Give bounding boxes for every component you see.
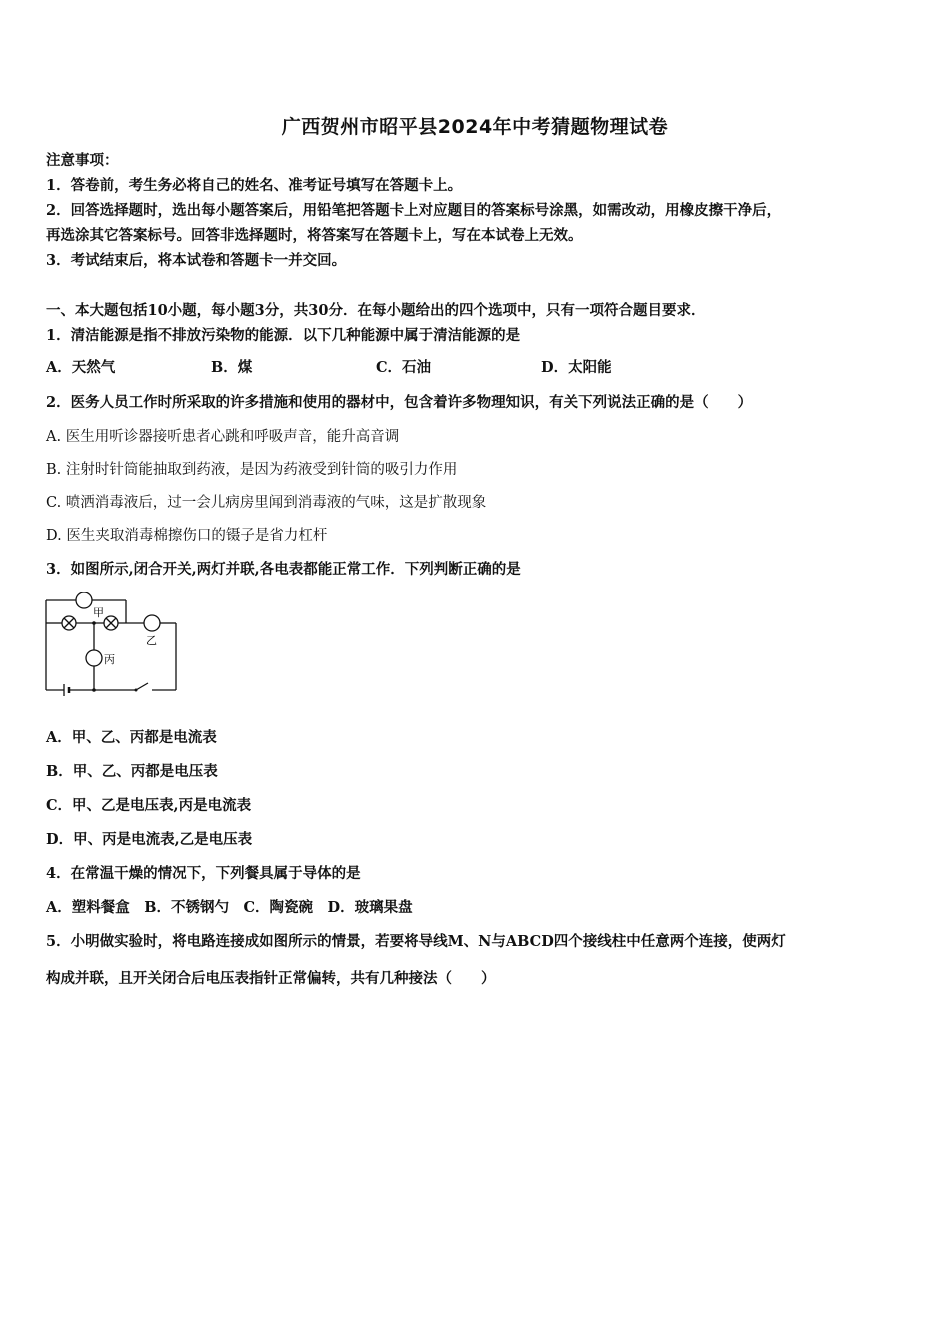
notice-item: 2．回答选择题时，选出每小题答案后，用铅笔把答题卡上对应题目的答案标号涂黑，如需改动，用橡皮擦干净后， <box>46 202 782 219</box>
question-4-stem: 4．在常温干燥的情况下，下列餐具属于导体的是 <box>46 865 361 882</box>
option-b: B．煤 <box>211 359 253 376</box>
lamp-icon <box>104 616 118 630</box>
notice-item: 再选涂其它答案标号。回答非选择题时，将答案写在答题卡上，写在本试卷上无效。 <box>46 227 583 244</box>
option-c: C．石油 <box>376 359 432 376</box>
question-2-option-a: A. 医生用听诊器接听患者心跳和呼吸声音，能升高音调 <box>46 429 400 445</box>
circuit-diagram <box>40 592 190 702</box>
question-3-option-c: C．甲、乙是电压表,丙是电流表 <box>46 797 252 814</box>
question-2-stem: 2．医务人员工作时所采取的许多措施和使用的器材中，包含着许多物理知识，有关下列说法正确的是（ ） <box>46 394 753 411</box>
question-3-option-a: A．甲、乙、丙都是电流表 <box>46 729 217 746</box>
question-1-stem: 1．清洁能源是指不排放污染物的能源．以下几种能源中属于清洁能源的是 <box>46 327 521 344</box>
question-2-option-b: B. 注射时针筒能抽取到药液，是因为药液受到针筒的吸引力作用 <box>46 462 458 478</box>
switch-icon <box>135 689 138 692</box>
question-2-option-c: C. 喷洒消毒液后，过一会儿病房里闻到消毒液的气味，这是扩散现象 <box>46 495 487 511</box>
notice-heading: 注意事项： <box>46 152 119 169</box>
lamp-icon <box>62 616 76 630</box>
question-2-option-d: D. 医生夹取消毒棉擦伤口的镊子是省力杠杆 <box>46 528 328 544</box>
section-heading: 一、本大题包括10小题，每小题3分，共30分．在每小题给出的四个选项中，只有一项符合题目要求． <box>46 302 706 319</box>
meter-label-bing: 丙 <box>104 653 115 666</box>
meter-label-yi: 乙 <box>146 634 157 647</box>
question-1-options <box>46 359 612 377</box>
page-title: 广西贺州市昭平县2024年中考猜题物理试卷 <box>281 116 669 138</box>
meter-bing-icon <box>86 650 102 666</box>
question-5-stem-line1: 5．小明做实验时，将电路连接成如图所示的情景，若要将导线M、N与ABCD四个接线柱中任意两个连接，使两灯 <box>46 933 786 950</box>
meter-label-jia: 甲 <box>93 606 104 619</box>
question-3-stem: 3．如图所示,闭合开关,两灯并联,各电表都能正常工作．下列判断正确的是 <box>46 561 521 578</box>
battery-icon <box>64 684 69 696</box>
meter-yi-icon <box>144 615 160 631</box>
question-3-option-d: D．甲、丙是电流表,乙是电压表 <box>46 831 253 848</box>
notice-item: 3．考试结束后，将本试卷和答题卡一并交回。 <box>46 252 347 269</box>
question-3-option-b: B．甲、乙、丙都是电压表 <box>46 763 218 780</box>
option-d: D．太阳能 <box>541 359 612 376</box>
question-4-options: A．塑料餐盒 B．不锈钢勺 C．陶瓷碗 D．玻璃果盘 <box>46 899 413 916</box>
notice-item: 1．答卷前，考生务必将自己的姓名、准考证号填写在答题卡上。 <box>46 177 463 194</box>
meter-jia-icon <box>76 592 92 608</box>
question-5-stem-line2: 构成并联，且开关闭合后电压表指针正常偏转，共有几种接法（ ） <box>46 970 496 987</box>
option-a: A．天然气 <box>46 359 116 376</box>
